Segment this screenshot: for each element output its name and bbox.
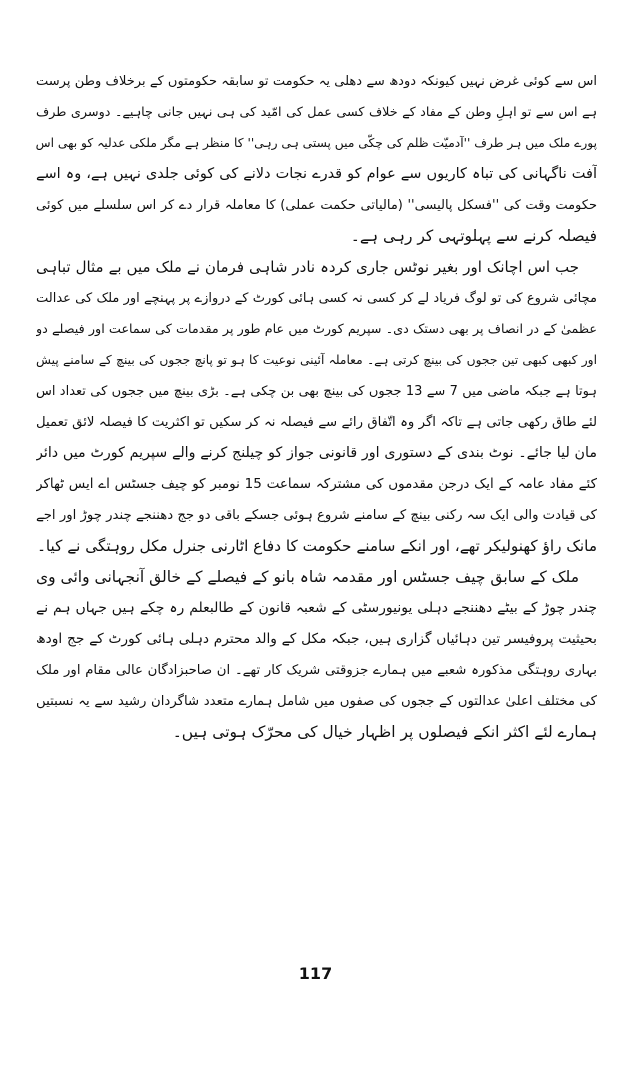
text-line: ہمارے لئے اکثر انکے فیصلوں پر اظہار خیال کی محرّک ہوتی ہیں۔ (172, 723, 597, 741)
text-line: لئے طاق رکھی جاتی ہے تاکہ اگر وہ اتّفاق رائے سے فیصلہ نہ کر سکیں تو اکثریت کا فیصلہ لائق تعمیل (36, 415, 597, 430)
text-line: کئے مفاد عامہ کے ایک درجن مقدموں کی مشترکہ سماعت 15 نومبر کو چیف جسٹس اے ایس ٹھاکر (36, 476, 597, 492)
text-line: مچائی شروع کی تو لوگ فریاد لے کر کسی نہ کسی ہائی کورٹ کے دروازے پر پہنچے اور ملک کی عدالت (36, 291, 597, 306)
text-line: اس سے کوئی غرض نہیں کیونکہ دودھ سے دھلی یہ حکومت تو سابقہ حکومتوں کے برخلاف وطن پرست (36, 74, 597, 89)
paragraph-2 (36, 252, 597, 562)
text-line: بحیثیت پروفیسر تین دہائیاں گزاری ہیں، جبکہ مکل کے والد محترم دہلی ہائی کورٹ کے جج اودھ (36, 631, 597, 647)
text-line: ملک کے سابق چیف جسٹس اور مقدمہ شاہ بانو کے فیصلے کے خالق آنجہانی وائی وی (36, 568, 579, 586)
text-line: مانک راؤ کھنولیکر تھے، اور انکے سامنے حکومت کا دفاع اٹارنی جنرل مکل روہتگی نے کیا۔ (36, 537, 597, 555)
text-line: کی قیادت والی ایک سہ رکنی بینچ کے سامنے شروع ہوئی جسکے باقی دو جج دھننجے چندر چوڑ اور اجے (36, 508, 597, 523)
page-number: 117 (298, 964, 333, 983)
text-line: حکومت وقت کی ''فسکل پالیسی'' (مالیاتی حکمت عملی) کا معاملہ قرار دے کر اس سلسلے میں کوئی (36, 198, 597, 213)
paragraph-3 (36, 562, 597, 748)
text-line: کی مختلف اعلیٰ عدالتوں کے ججوں کی صفوں میں شامل ہمارے متعدد شاگردان رشید سے یہ نسبتیں (36, 694, 597, 709)
text-line: اور کبھی کبھی تین ججوں کی بینچ کرتی ہے۔ معاملہ آئینی نوعیت کا ہو تو پانچ ججوں کی بینچ کے سامنے پیش (36, 353, 597, 367)
text-line: بہاری روہتگی مذکورہ شعبے میں ہمارے جزوقتی شریک کار تھے۔ ان صاحبزادگان عالی مقام اور ملک (36, 663, 597, 678)
text-line: پورے ملک میں ہر طرف ''آدمیّت ظلم کی چکّی میں پستی ہی رہی'' کا منظر ہے مگر ملکی عدلیہ کو بھی اس (36, 136, 597, 150)
paragraph-1 (36, 66, 597, 252)
text-line: ہے اس سے تو اہلِ وطن کے مفاد کے خلاف کسی عمل کی امّید کی ہی نہیں جانی چاہیے۔ دوسری طرف (36, 105, 597, 120)
text-line: فیصلہ کرنے سے پہلوتہی کر رہی ہے۔ (350, 227, 597, 245)
text-line: مان لیا جائے۔ نوٹ بندی کے دستوری اور قانونی جواز کو چیلنج کرنے والے سپریم کورٹ میں دائر (36, 445, 597, 461)
body-text (36, 66, 597, 748)
text-line: آفت ناگہانی کی تباہ کاریوں سے عوام کو قدرے نجات دلانے کی کوئی جلدی نہیں ہے، وہ اسے (36, 166, 597, 182)
text-line: عظمیٰ کے در انصاف پر بھی دستک دی۔ سپریم کورٹ میں عام طور پر مقدمات کی سماعت اور فیصلے دو (36, 322, 597, 337)
text-line: ہوتا ہے جبکہ ماضی میں 7 سے 13 ججوں کی بینچ بھی بن چکی ہے۔ بڑی بینچ میں ججوں کی تعداد اس (36, 384, 597, 399)
text-line: چندر چوڑ کے بیٹے دھننجے دہلی یونیورسٹی کے شعبہ قانون کے طالبعلم رہ چکے ہیں جہاں ہم نے (36, 600, 597, 616)
text-line: جب اس اچانک اور بغیر نوٹس جاری کردہ نادر شاہی فرمان نے ملک میں بے مثال تباہی (36, 258, 579, 276)
